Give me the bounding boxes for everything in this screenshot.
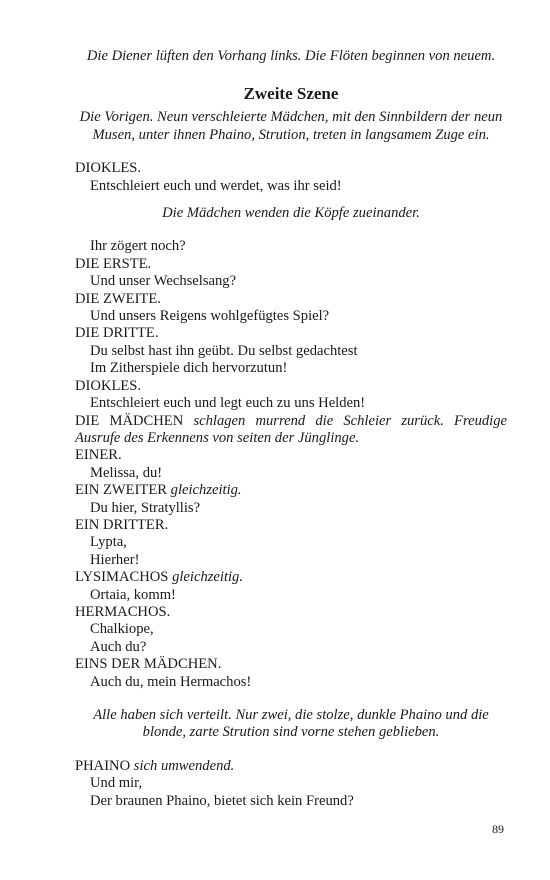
stage-direction: Musen, unter ihnen Phaino, Strution, treten in langsamem Zuge ein. xyxy=(92,126,490,143)
stage-direction: gleichzeitig. xyxy=(170,482,242,499)
verse-line: Chalkiope, xyxy=(90,621,154,638)
verse-line: Auch du, mein Hermachos! xyxy=(90,673,252,690)
speaker-name: DIOKLES. xyxy=(75,160,142,177)
verse-line: Ortaia, komm! xyxy=(90,586,176,603)
verse-line: Entschleiert euch und werdet, was ihr seid! xyxy=(90,177,342,194)
speaker-name: EIN ZWEITER xyxy=(75,482,167,499)
verse-line: Der braunen Phaino, bietet sich kein Freund? xyxy=(90,792,354,809)
speaker-name: LYSIMACHOS xyxy=(75,569,169,586)
speaker-name: PHAINO xyxy=(75,757,131,774)
stage-direction: sich umwendend. xyxy=(133,757,235,774)
speaker-name: DIE MÄDCHEN xyxy=(75,412,184,429)
scene-title: Zweite Szene xyxy=(243,84,339,104)
page-number: 89 xyxy=(492,822,504,836)
speaker-name: HERMACHOS. xyxy=(75,603,171,620)
speaker-with-direction xyxy=(75,413,507,448)
stage-direction: Alle haben sich verteilt. Nur zwei, die stolze, dunkle Phaino und die xyxy=(93,707,489,723)
speaker-name: DIE ERSTE. xyxy=(75,255,152,272)
verse-line: Entschleiert euch und legt euch zu uns Helden! xyxy=(90,395,366,412)
play-text-page xyxy=(75,48,507,810)
verse-line: Und unser Wechselsang? xyxy=(90,273,237,290)
speaker-with-direction xyxy=(75,482,507,499)
stage-direction: blonde, zarte Strution sind vorne stehen geblieben. xyxy=(142,724,440,741)
stage-direction: Die Diener lüften den Vorhang links. Die Flöten beginnen von neuem. xyxy=(86,48,496,64)
speaker-with-direction xyxy=(75,569,507,586)
stage-direction: gleichzeitig. xyxy=(172,569,244,586)
speaker-name: EIN DRITTER. xyxy=(75,516,169,533)
verse-line: Du selbst hast ihn geübt. Du selbst gedachtest xyxy=(90,342,358,359)
verse-line: Lypta, xyxy=(90,534,127,551)
verse-line: Und unsers Reigens wohlgefügtes Spiel? xyxy=(90,308,330,325)
verse-line: Hierher! xyxy=(90,551,140,568)
verse-line: Melissa, du! xyxy=(90,464,163,481)
verse-line: Auch du? xyxy=(90,638,147,655)
verse-line: Du hier, Stratyllis? xyxy=(90,499,201,516)
stage-direction: schlagen murrend die Schleier zurück. Freudige Ausrufe des Erkennens von seiten der Jünglinge. xyxy=(75,412,507,446)
stage-direction: Die Vorigen. Neun verschleierte Mädchen, mit den Sinnbildern der neun xyxy=(79,109,503,126)
verse-line: Im Zitherspiele dich hervorzutun! xyxy=(90,360,288,377)
speaker-with-direction xyxy=(75,758,507,775)
speaker-name: EINS DER MÄDCHEN. xyxy=(75,656,222,673)
speaker-name: DIE DRITTE. xyxy=(75,325,159,342)
verse-line: Und mir, xyxy=(90,775,143,792)
speaker-name: DIOKLES. xyxy=(75,377,142,394)
stage-direction: Die Mädchen wenden die Köpfe zueinander. xyxy=(162,205,420,222)
verse-line: Ihr zögert noch? xyxy=(90,238,186,255)
speaker-name: DIE ZWEITE. xyxy=(75,290,161,307)
speaker-name: EINER. xyxy=(75,447,122,464)
